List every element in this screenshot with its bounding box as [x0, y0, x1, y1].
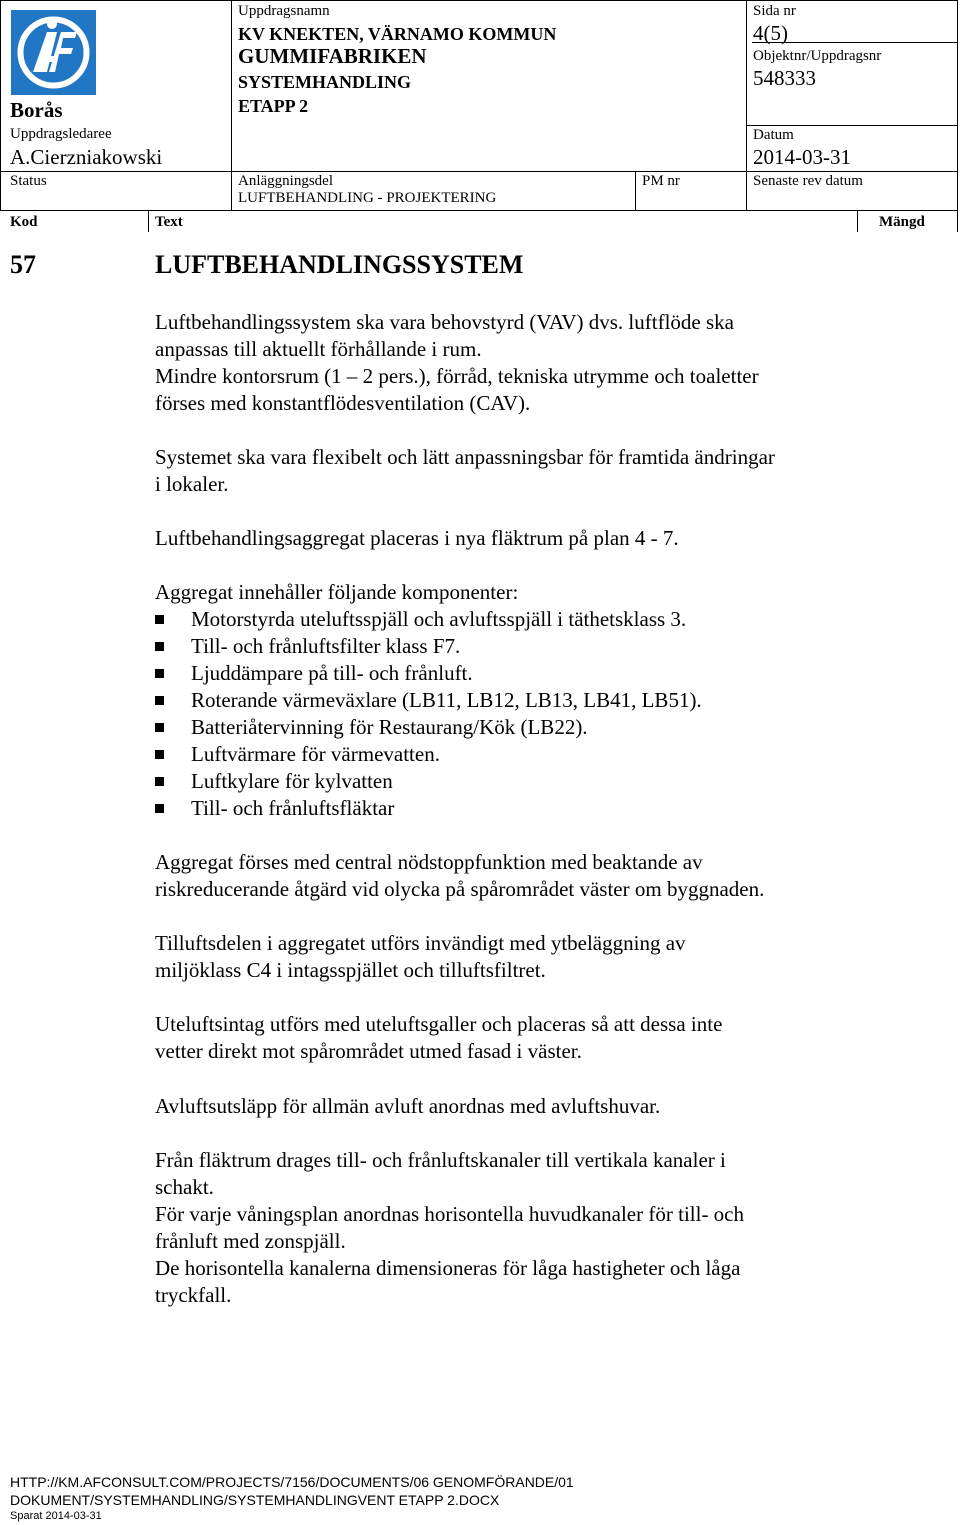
paragraph-placement [155, 525, 935, 552]
footer-path-line-1: HTTP://KM.AFCONSULT.COM/PROJECTS/7156/DOCUMENTS/06 GENOMFÖRANDE/01 [10, 1474, 574, 1490]
sida-value: 4(5) [753, 21, 788, 45]
list-item: Ljuddämpare på till- och frånluft. [155, 660, 702, 687]
uppdragsnamn-line-2: GUMMIFABRIKEN [238, 44, 427, 68]
list-item: Batteriåtervinning för Restaurang/Kök (LB22). [155, 714, 702, 741]
kod-label: Kod [10, 214, 38, 230]
right-divider [957, 210, 958, 232]
text-line: Avluftsutsläpp för allmän avluft anordnas med avluftshuvar. [155, 1094, 661, 1118]
sida-label: Sida nr [753, 3, 796, 19]
senaste-rev-label: Senaste rev datum [753, 173, 863, 189]
paragraph-ducts [155, 1147, 935, 1309]
mangd-label: Mängd [879, 214, 925, 230]
text-line: vetter direkt mot spårområdet utmed fasad i väster. [155, 1039, 582, 1063]
list-item: Luftkylare för kylvatten [155, 768, 702, 795]
text-line: Mindre kontorsrum (1 – 2 pers.), förråd, tekniska utrymme och toaletter [155, 364, 759, 388]
list-item: Till- och frånluftsfläktar [155, 795, 702, 822]
text-line: Luftbehandlingsaggregat placeras i nya fläktrum på plan 4 - 7. [155, 526, 679, 550]
uppdragsnamn-line-4: ETAPP 2 [238, 96, 309, 116]
kod-divider [148, 210, 149, 232]
list-item: Motorstyrda uteluftsspjäll och avluftsspjäll i täthetsklass 3. [155, 606, 702, 633]
text-line: frånluft med zonspjäll. [155, 1229, 346, 1253]
datum-value: 2014-03-31 [753, 145, 851, 169]
component-list [155, 606, 702, 822]
status-label: Status [10, 173, 47, 189]
paragraph-components-intro [155, 579, 935, 606]
af-logo [11, 10, 96, 95]
datum-label: Datum [753, 127, 794, 143]
text-line: förses med konstantflödesventilation (CAV). [155, 391, 531, 415]
text-line: Systemet ska vara flexibelt och lätt anpassningsbar för framtida ändringar [155, 445, 775, 469]
objektnr-label: Objektnr/Uppdragsnr [753, 48, 882, 64]
paragraph-vav [155, 309, 935, 417]
header-divider [0, 210, 958, 211]
text-line: De horisontella kanalerna dimensioneras för låga hastigheter och låga [155, 1256, 741, 1280]
text-line: schakt. [155, 1175, 214, 1199]
text-line: Aggregat innehåller följande komponenter: [155, 580, 519, 604]
text-line: Aggregat förses med central nödstoppfunktion med beaktande av [155, 850, 703, 874]
text-line: anpassas till aktuellt förhållande i rum. [155, 337, 482, 361]
paragraph-emergency-stop [155, 849, 935, 903]
text-line: Från fläktrum drages till- och frånluftskanaler till vertikala kanaler i [155, 1148, 726, 1172]
mangd-divider [857, 210, 858, 232]
paragraph-exhaust [155, 1093, 935, 1120]
anlaggningsdel-label: Anläggningsdel [238, 173, 333, 189]
paragraph-intake [155, 1011, 935, 1065]
text-line: tryckfall. [155, 1283, 232, 1307]
text-line: miljöklass C4 i intagsspjället och tilluftsfiltret. [155, 958, 546, 982]
office-name: Borås [10, 98, 63, 122]
objektnr-value: 548333 [753, 66, 816, 90]
paragraph-coating [155, 930, 935, 984]
text-line: För varje våningsplan anordnas horisontella huvudkanaler för till- och [155, 1202, 745, 1226]
text-line: i lokaler. [155, 472, 229, 496]
uppdragsnamn-label: Uppdragsnamn [238, 3, 330, 19]
uppdragsnamn-line-3: SYSTEMHANDLING [238, 72, 412, 92]
section-code: 57 [10, 250, 36, 279]
list-item: Luftvärmare för värmevatten. [155, 741, 702, 768]
paragraph-flexibility [155, 444, 935, 498]
section-title: LUFTBEHANDLINGSSYSTEM [155, 250, 524, 279]
text-line: Luftbehandlingssystem ska vara behovstyrd (VAV) dvs. luftflöde ska [155, 310, 734, 334]
pm-label: PM nr [642, 173, 680, 189]
uppdragsledare-value: A.Cierzniakowski [10, 145, 163, 169]
text-line: Uteluftsintag utförs med uteluftsgaller och placeras så att dessa inte [155, 1012, 723, 1036]
list-item: Roterande värmeväxlare (LB11, LB12, LB13, LB41, LB51). [155, 687, 702, 714]
list-item: Till- och frånluftsfilter klass F7. [155, 633, 702, 660]
document-header [0, 0, 958, 232]
footer-path-line-2: DOKUMENT/SYSTEMHANDLING/SYSTEMHANDLINGVENT ETAPP 2.DOCX [10, 1492, 500, 1508]
uppdragsnamn-line-1: KV KNEKTEN, VÄRNAMO KOMMUN [238, 24, 557, 44]
anlaggningsdel-value: LUFTBEHANDLING - PROJEKTERING [238, 190, 497, 206]
text-line: riskreducerande åtgärd vid olycka på spårområdet väster om byggnaden. [155, 877, 765, 901]
text-line: Tilluftsdelen i aggregatet utförs invändigt med ytbeläggning av [155, 931, 686, 955]
uppdragsledare-label: Uppdragsledaree [10, 126, 112, 142]
af-logo-icon [11, 10, 96, 95]
text-label: Text [155, 214, 183, 230]
footer-saved-date: Sparat 2014-03-31 [10, 1510, 102, 1522]
